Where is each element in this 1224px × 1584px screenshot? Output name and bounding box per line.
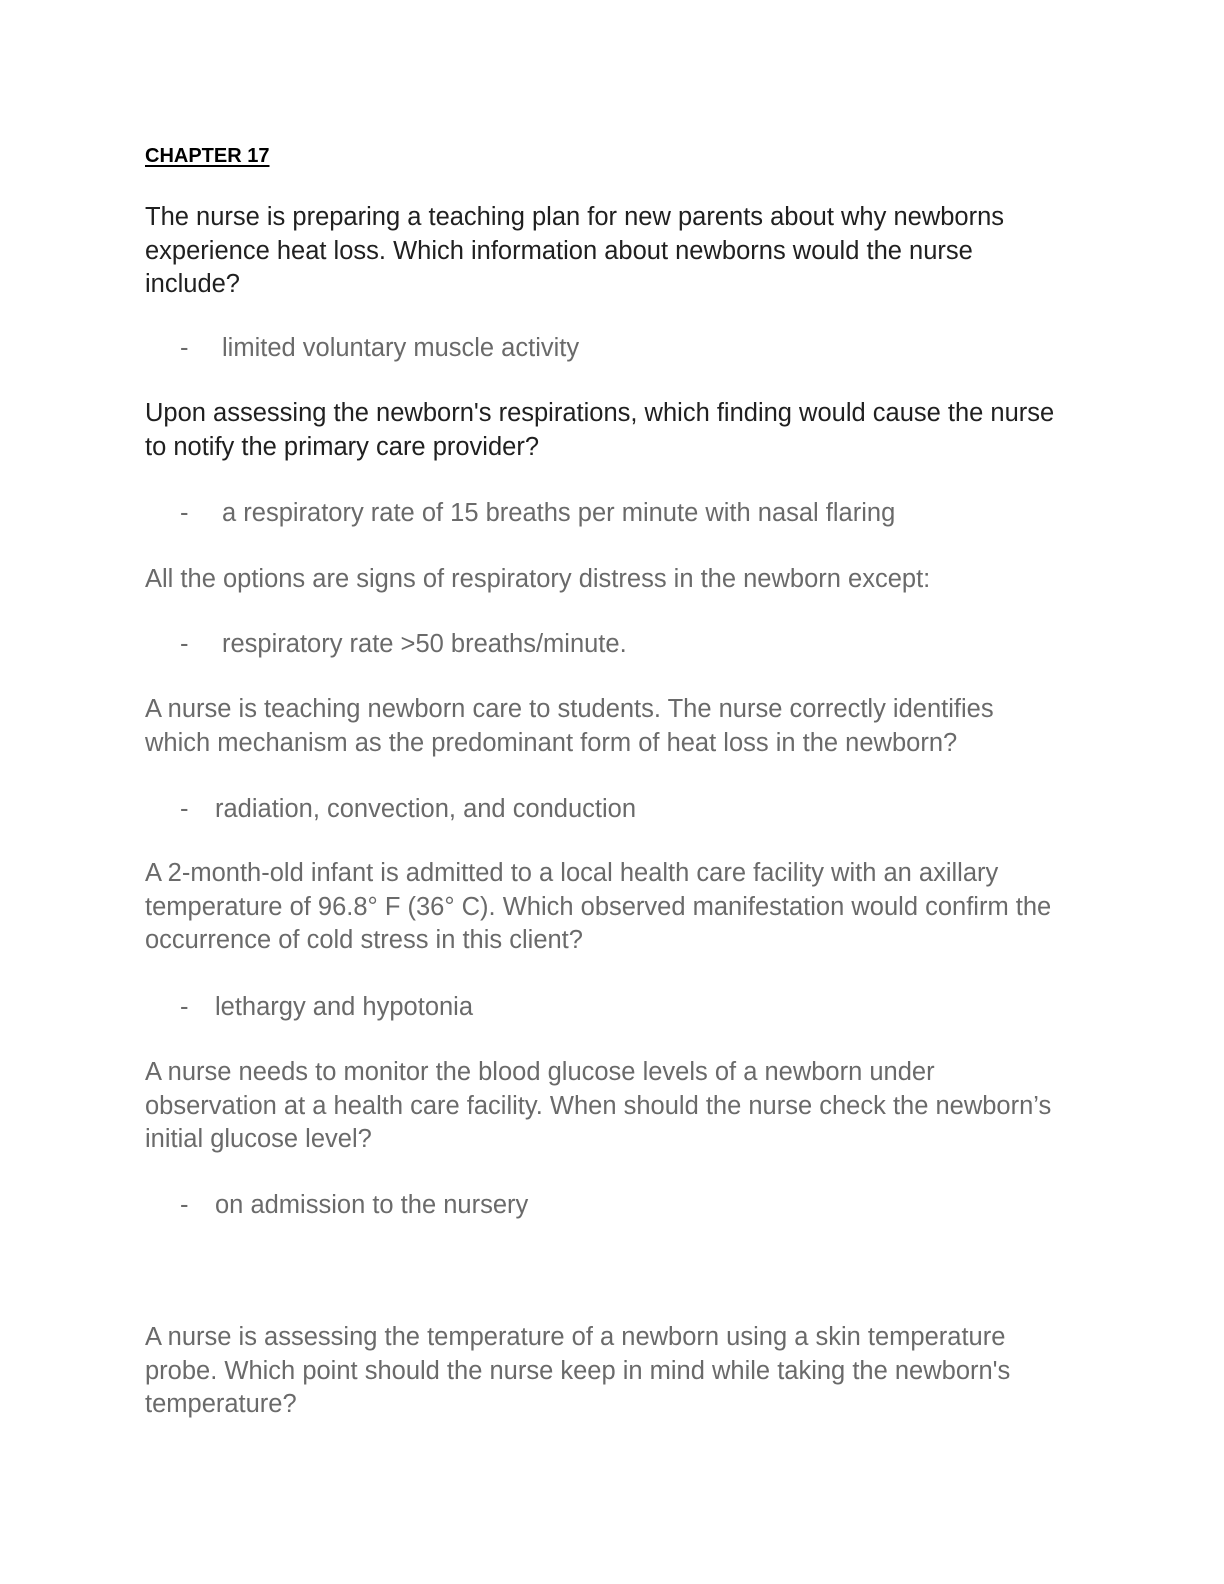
bullet-dash: - — [180, 1191, 189, 1219]
answer-2 — [180, 497, 895, 531]
chapter-heading: CHAPTER 17 — [145, 145, 270, 167]
bullet-dash: - — [180, 499, 189, 527]
answer-text: on admission to the nursery — [215, 1191, 529, 1219]
question-3: All the options are signs of respiratory distress in the newborn except: — [145, 565, 931, 593]
answer-1 — [180, 332, 579, 366]
bullet-dash: - — [180, 630, 189, 658]
answer-4 — [180, 793, 636, 827]
bullet-dash: - — [180, 795, 189, 823]
answer-5 — [180, 991, 473, 1025]
question-2: Upon assessing the newborn's respirations, which finding would cause the nurse to notify the primary care provider? — [145, 399, 1055, 461]
bullet-dash: - — [180, 334, 189, 362]
question-6: A nurse needs to monitor the blood glucose levels of a newborn under observation at a health care facility. When should the nurse check the newborn’s initial glucose level? — [145, 1058, 1052, 1153]
question-4: A nurse is teaching newborn care to students. The nurse correctly identifies which mechanism as the predominant form of heat loss in the newborn? — [145, 695, 994, 757]
question-1: The nurse is preparing a teaching plan for new parents about why newborns experience heat loss. Which information about newborns would the nurse include? — [145, 203, 1005, 298]
question-7: A nurse is assessing the temperature of a newborn using a skin temperature probe. Which point should the nurse keep in mind while taking the newborn's temperature? — [145, 1323, 1011, 1418]
answer-3 — [180, 628, 627, 662]
answer-text: respiratory rate >50 breaths/minute. — [222, 630, 627, 658]
answer-text: a respiratory rate of 15 breaths per minute with nasal flaring — [222, 499, 896, 527]
bullet-dash: - — [180, 993, 189, 1021]
answer-text: limited voluntary muscle activity — [222, 334, 580, 362]
answer-text: lethargy and hypotonia — [215, 993, 474, 1021]
answer-6 — [180, 1189, 528, 1223]
answer-text: radiation, convection, and conduction — [215, 795, 637, 823]
question-5: A 2-month-old infant is admitted to a local health care facility with an axillary temperature of 96.8° F (36° C). Which observed manifestation would confirm the occurrence of cold stress in this client? — [145, 859, 1052, 954]
